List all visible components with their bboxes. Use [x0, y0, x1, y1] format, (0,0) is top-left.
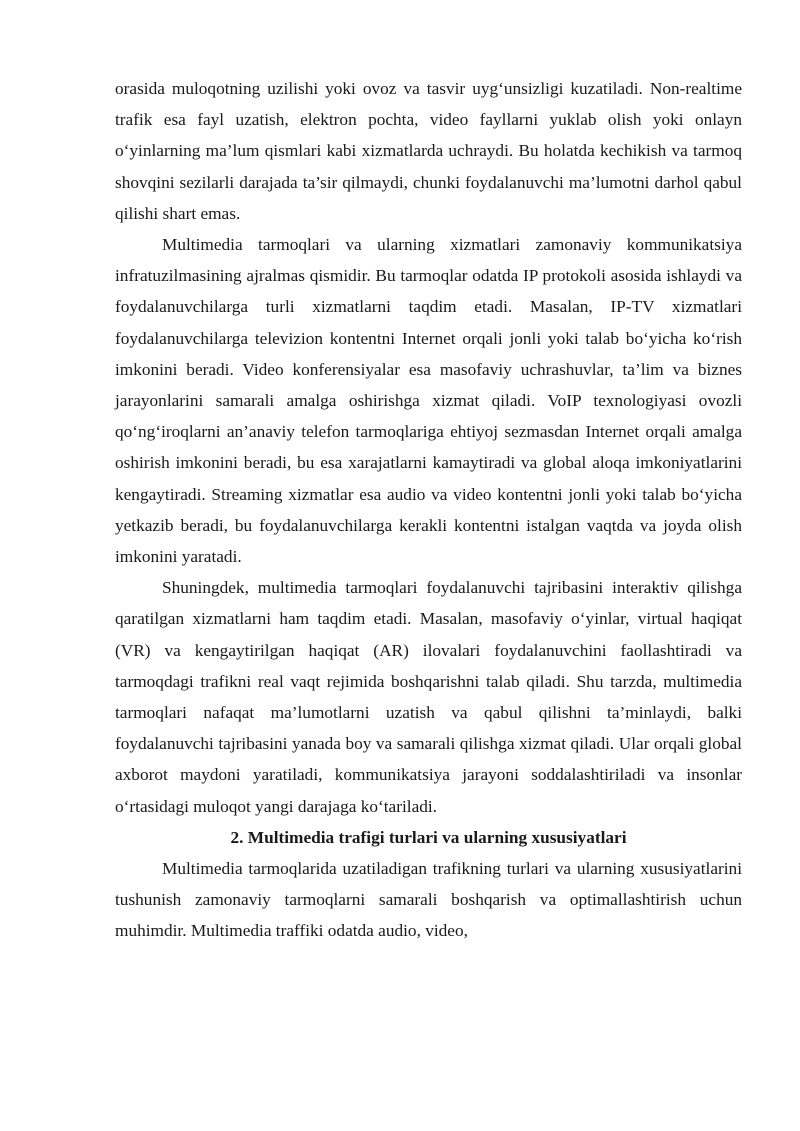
document-page — [115, 73, 742, 947]
paragraph-interactive-services: Shuningdek, multimedia tarmoqlari foydalanuvchi tajribasini interaktiv qilishga qaratilgan xizmatlarni ham taqdim etadi. Masalan, masofaviy o‘yinlar, virtual haqiqat (VR) va kengaytirilgan haqiqat (AR) ilovalari foydalanuvchini faollashtiradi va tarmoqdagi trafikni real vaqt rejimida boshqarishni talab qiladi. Shu tarzda, multimedia tarmoqlari nafaqat ma’lumotlarni uzatish va qabul qilishni ta’minlaydi, balki foydalanuvchi tajribasini yanada boy va samarali qilishga xizmat qiladi. Ular orqali global axborot maydoni yaratiladi, kommunikatsiya jarayoni soddalashtiriladi va insonlar o‘rtasidagi muloqot yangi darajaga ko‘tariladi. — [115, 578, 742, 816]
paragraph-traffic-types: Multimedia tarmoqlarida uzatiladigan trafikning turlari va ularning xususiyatlarini tushunish zamonaviy tarmoqlarni samarali boshqarish va optimallashtirish uchun muhimdir. Multimedia traffiki odatda audio, video, — [115, 859, 742, 941]
paragraph-continuation: orasida muloqotning uzilishi yoki ovoz va tasvir uyg‘unsizligi kuzatiladi. Non-realtime trafik esa fayl uzatish, elektron pochta, video fayllarni yuklab olish yoki onlayn o‘yinlarning ma’lum qismlari kabi xizmatlarda uchraydi. Bu holatda kechikish va tarmoq shovqini sezilarli darajada ta’sir qilmaydi, chunki foydalanuvchi ma’lumotni darhol qabul qilishi shart emas. — [115, 79, 742, 223]
paragraph-multimedia-services: Multimedia tarmoqlari va ularning xizmatlari zamonaviy kommunikatsiya infratuzilmasining ajralmas qismidir. Bu tarmoqlar odatda IP protokoli asosida ishlaydi va foydalanuvchilarga turli xizmatlarni taqdim etadi. Masalan, IP-TV xizmatlari foydalanuvchilarga televizion kontentni Internet orqali jonli yoki talab bo‘yicha ko‘rish imkonini beradi. Video konferensiyalar esa masofaviy uchrashuvlar, ta’lim va biznes jarayonlarini samarali amalga oshirishga xizmat qiladi. VoIP texnologiyasi ovozli qo‘ng‘iroqlarni an’anaviy telefon tarmoqlariga ehtiyoj sezmasdan Internet orqali amalga oshirish imkonini beradi, bu esa xarajatlarni kamaytiradi va global aloqa imkoniyatlarini kengaytiradi. Streaming xizmatlar esa audio va video kontentni jonli yoki talab bo‘yicha yetkazib beradi, bu foydalanuvchilarga kerakli kontentni istalgan vaqtda va joyda olish imkonini yaratadi. — [115, 235, 742, 567]
section-heading: 2. Multimedia trafigi turlari va ularning xususiyatlari — [230, 827, 627, 847]
